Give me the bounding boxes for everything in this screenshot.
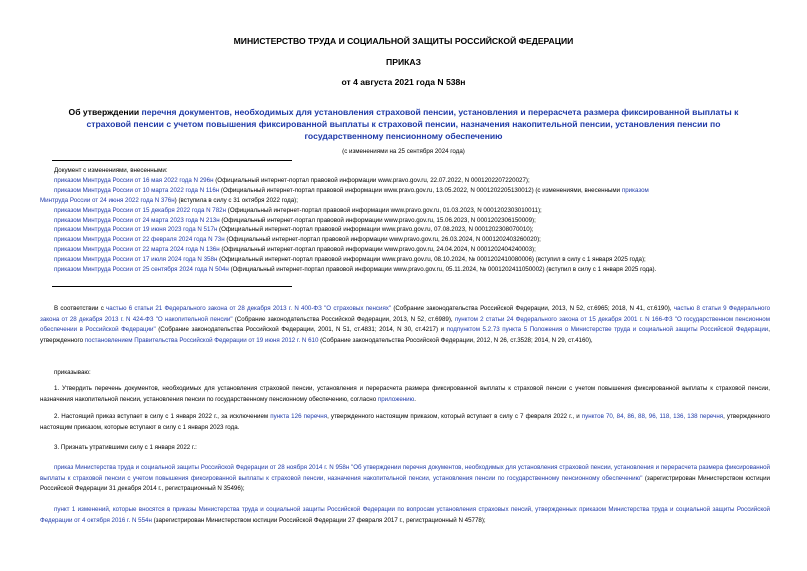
change-item xyxy=(40,216,770,226)
law-link[interactable]: частью 6 статьи 21 Федерального закона от 28 декабря 2013 г. N 400-ФЗ "О страховых пенсиях" xyxy=(106,305,392,312)
preamble-text: (Собрание законодательства Российской Федерации, 2013, N 52, ст.6965; 2018, N 41, ст.6190), xyxy=(391,305,674,312)
clause-text: 1. Утвердить перечень документов, необходимых для установления страховой пенсии, установления и перерасчета размера фиксированной выплаты к страховой пенсии с учетом повышения фиксированной выплаты к страховой пенсии, назначения накопительной пенсии, установления пенсии по государственному пенсионному обеспечению, согласно xyxy=(40,385,770,403)
change-link[interactable]: приказом Минтруда России от 17 июля 2024 года N 358н xyxy=(54,256,218,264)
change-item xyxy=(40,255,770,265)
changes-intro: Документ с изменениями, внесенными: xyxy=(54,167,168,174)
change-text: ) (вступила в силу с 31 октября 2022 года); xyxy=(174,196,298,204)
bottom-divider xyxy=(52,286,292,287)
law-link[interactable]: подпунктом 5.2.73 пункта 5 Положения о Министерстве труда и социальной защиты Российской Федерации xyxy=(446,326,769,333)
change-text: (Официальный интернет-портал правовой информации www.pravo.gov.ru, 24.04.2024, N 0001202404240003); xyxy=(219,246,536,254)
preamble-paragraph xyxy=(40,304,770,346)
repealed-text: (зарегистрирован Министерством юстиции Российской Федерации 31 декабря 2014 г., регистрационный N 35496); xyxy=(40,474,770,492)
clause-2 xyxy=(40,412,770,433)
preamble-text: (Собрание законодательства Российской Федерации, 2013, N 52, ст.6989), xyxy=(232,315,455,323)
change-link[interactable]: приказом Минтруда России от 15 декабря 2022 года N 782н xyxy=(54,206,227,214)
preamble-text: , утвержденного xyxy=(40,326,770,344)
clause-text: , утвержденного настоящим приказом, которые вступают в силу с 1 января 2023 года. xyxy=(40,413,770,431)
top-divider xyxy=(52,160,292,161)
change-link[interactable]: приказом Минтруда России от 22 марта 2024 года N 136н xyxy=(54,246,220,254)
appendix-link[interactable]: приложению xyxy=(377,395,415,403)
change-text: (Официальный интернет-портал правовой информации www.pravo.gov.ru, 07.08.2023, N 0001202308070010); xyxy=(217,226,534,234)
clause-3: 3. Признать утратившими силу с 1 января 2022 г.: xyxy=(54,444,197,451)
change-link[interactable]: приказом Минтруда России от 16 мая 2022 года N 296н xyxy=(54,176,214,184)
change-text: (Официальный интернет-портал правовой информации www.pravo.gov.ru, 08.10.2024, № 0001202410080006) (вступил в силу с 1 января 2025 года); xyxy=(217,256,646,264)
change-item xyxy=(40,176,770,186)
preamble-text: В соответствии с xyxy=(54,305,107,312)
law-link[interactable]: постановлением Правительства Российской Федерации от 19 июня 2012 г. N 610 xyxy=(84,336,319,344)
title-link[interactable]: перечня документов, необходимых для установления страховой пенсии, установления и перерасчета размера фиксированной выплаты к страховой пенсии с учетом повышения фиксированной выплаты к страховой пенсии, назначения накопительной пенсии, установления пенсии по государственному пенсионному обеспечению xyxy=(86,107,739,141)
change-item xyxy=(40,186,770,196)
change-item xyxy=(40,206,770,216)
repealed-text: (зарегистрирован Министерством юстиции Российской Федерации 27 февраля 2017 г., регистрационный N 45778); xyxy=(151,516,486,524)
change-link[interactable]: Минтруда России от 24 июня 2022 года N 376н xyxy=(40,196,175,204)
order-word: приказываю: xyxy=(54,369,91,376)
repealed-order-2 xyxy=(40,505,770,526)
change-item xyxy=(40,245,770,255)
document-title xyxy=(50,106,757,142)
repealed-order-1 xyxy=(40,463,770,495)
change-link[interactable]: приказом Минтруда России от 25 сентября 2024 года N 504н xyxy=(54,266,229,274)
clause-text: . xyxy=(414,395,417,403)
ministry-heading: МИНИСТЕРСТВО ТРУДА И СОЦИАЛЬНОЙ ЗАЩИТЫ РОССИЙСКОЙ ФЕДЕРАЦИИ xyxy=(233,36,574,46)
change-text: (Официальный интернет-портал правовой информации www.pravo.gov.ru, 15.06.2023, N 0001202306150009); xyxy=(219,216,536,224)
change-text: (Официальный интернет-портал правовой информации www.pravo.gov.ru, 13.05.2022, N 0001202205130012) (с изменениями, внесенными xyxy=(219,186,622,194)
change-link[interactable]: приказом xyxy=(621,186,649,194)
revision-note: (с изменениями на 25 сентября 2024 года) xyxy=(342,148,465,155)
preamble-text: (Собрание законодательства Российской Федерации, 2012, N 26, ст.3528; 2014, N 29, ст.4160), xyxy=(318,336,593,344)
law-link[interactable]: пунктом 2 статьи 24 Федерального закона от 15 декабря 2001 г. N 166-ФЗ "О государственном пенсионном обеспечении в Российской Федерации" xyxy=(40,315,771,333)
change-link[interactable]: приказом Минтруда России от 19 июня 2023 года N 517н xyxy=(54,226,218,234)
change-item xyxy=(40,265,770,275)
doc-type-heading: ПРИКАЗ xyxy=(386,57,421,67)
change-link[interactable]: приказом Минтруда России от 22 февраля 2024 года N 73н xyxy=(54,236,225,244)
item-link[interactable]: пункта 126 перечня xyxy=(270,413,328,420)
repealed-link[interactable]: приказ Министерства труда и социальной защиты Российской Федерации от 28 ноября 2014 г. N 958н "Об утверждении перечня документов, необходимых для установления страховой пенсии, установления и перерасчета размера фиксированной выплаты к страховой пенсии с учетом повышения фиксированной выплаты к страховой пенсии, назначения накопительной пенсии, установления пенсии по государственному пенсионному обеспечению" xyxy=(40,464,770,482)
change-link[interactable]: приказом Минтруда России от 24 марта 2023 года N 213н xyxy=(54,216,220,224)
clause-text: 2. Настоящий приказ вступает в силу с 1 января 2022 г., за исключением xyxy=(54,413,271,420)
change-item xyxy=(40,225,770,235)
clause-text: , утвержденного настоящим приказом, который вступает в силу с 7 февраля 2022 г., и xyxy=(327,413,582,420)
change-item-cont xyxy=(40,196,770,206)
change-text: (Официальный интернет-портал правовой информации www.pravo.gov.ru, 01.03.2023, N 0001202303010011); xyxy=(226,206,542,214)
law-link[interactable]: частью 8 статьи 9 Федерального закона от 28 декабря 2013 г. N 424-ФЗ "О накопительной пенсии" xyxy=(40,305,771,323)
change-text: (Официальный интернет-портал правовой информации www.pravo.gov.ru, 05.11.2024, № 0001202411050002) (вступил в силу с 1 января 2025 года). xyxy=(228,266,657,274)
change-text: (Официальный интернет-портал правовой информации www.pravo.gov.ru, 22.07.2022, N 0001202207220027); xyxy=(213,176,530,184)
preamble-text: (Собрание законодательства Российской Федерации, 2001, N 51, ст.4831; 2014, N 30, ст.4217) и xyxy=(155,326,447,333)
change-text: (Официальный интернет-портал правовой информации www.pravo.gov.ru, 26.03.2024, N 0001202403260020); xyxy=(224,236,541,244)
title-prefix: Об утверждении xyxy=(68,107,142,117)
changes-list xyxy=(40,166,770,275)
date-number-heading: от 4 августа 2021 года N 538н xyxy=(341,77,466,87)
change-item xyxy=(40,235,770,245)
clause-1 xyxy=(40,384,770,405)
repealed-link[interactable]: пункт 1 изменений, которые вносятся в приказы Министерства труда и социальной защиты Российской Федерации по вопросам установления страховых пенсий, утвержденных приказом Министерства труда и социальной защиты Российской Федерации от 4 октября 2016 г. N 554н xyxy=(40,506,770,524)
item-link[interactable]: пунктов 70, 84, 86, 88, 96, 118, 136, 138 перечня xyxy=(581,413,724,420)
change-link[interactable]: приказом Минтруда России от 10 марта 2022 года N 116н xyxy=(54,186,220,194)
